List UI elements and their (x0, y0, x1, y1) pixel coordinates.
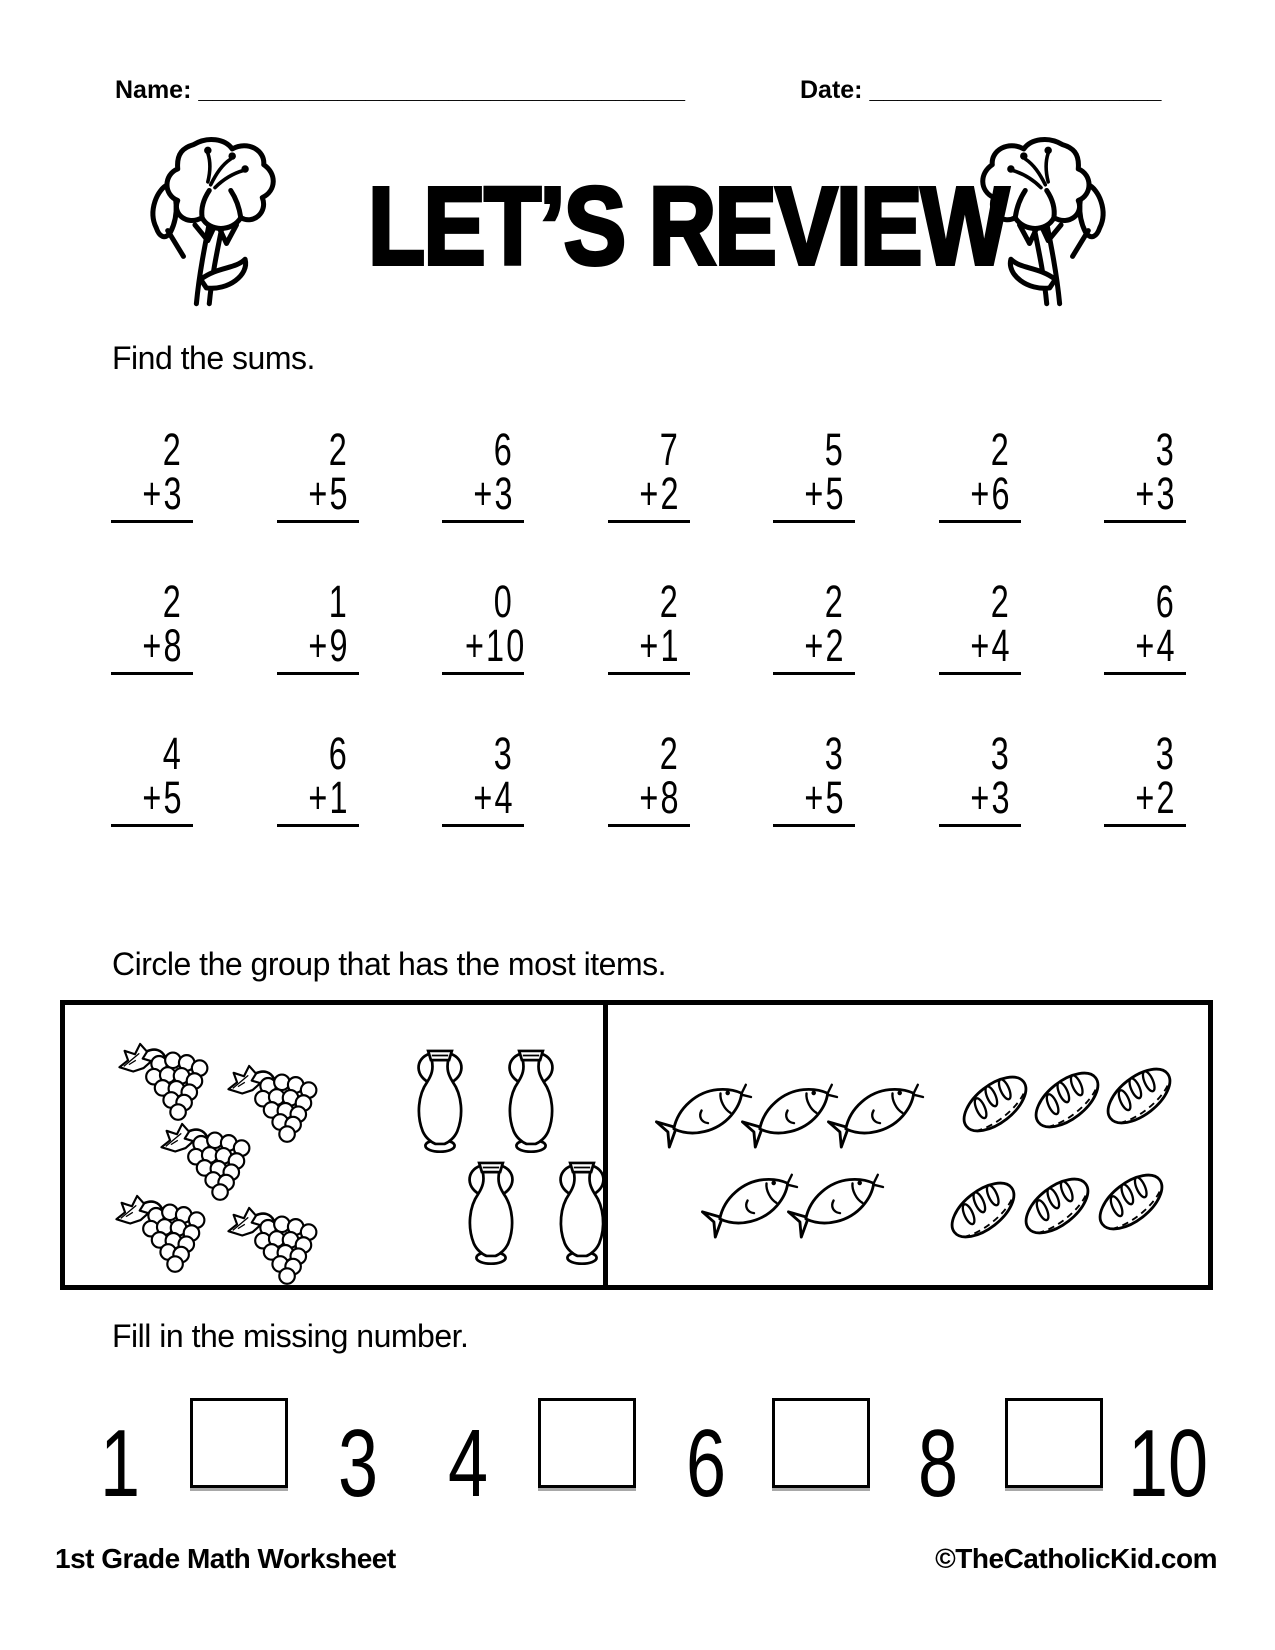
sum-answer-line[interactable] (442, 824, 524, 827)
sum-answer-line[interactable] (939, 520, 1021, 523)
sum-answer-line[interactable] (277, 824, 359, 827)
sums-instruction: Find the sums. (112, 340, 315, 376)
bottom-addend: +9 (307, 620, 350, 671)
bottom-addend: +1 (307, 772, 350, 823)
bottom-addend: +5 (804, 468, 846, 519)
top-addend: 7 (659, 424, 678, 475)
top-addend: 3 (1155, 728, 1174, 779)
grape-bunch-icon (116, 1039, 216, 1123)
top-addend: 5 (824, 424, 843, 475)
number-sequence (0, 1398, 1275, 1518)
fish-icon (824, 1063, 930, 1163)
bottom-addend: +1 (638, 620, 681, 671)
bottom-addend: +4 (1135, 620, 1177, 671)
sequence-number: 8 (918, 1410, 959, 1517)
sums-row (111, 576, 1186, 675)
sum-problem (442, 576, 527, 675)
sum-answer-line[interactable] (1104, 824, 1186, 827)
sequence-number: 6 (686, 1410, 727, 1517)
bottom-addend: +3 (142, 468, 184, 519)
top-addend: 2 (328, 424, 347, 475)
sum-problem (111, 576, 193, 675)
name-field (115, 76, 685, 105)
sequence-number: 3 (338, 1410, 379, 1517)
sequence-number: 10 (1128, 1410, 1209, 1517)
sequence-number: 1 (100, 1410, 141, 1517)
top-addend: 6 (328, 728, 347, 779)
item-group-right[interactable] (608, 1005, 1208, 1285)
sum-problem (1104, 728, 1186, 827)
sum-answer-line[interactable] (111, 520, 193, 523)
sum-answer-line[interactable] (939, 824, 1021, 827)
sum-answer-line[interactable] (1104, 672, 1186, 675)
missing-number-instruction: Fill in the missing number. (112, 1318, 469, 1354)
sum-problem (111, 728, 193, 827)
sum-answer-line[interactable] (442, 672, 524, 675)
bottom-addend: +2 (1135, 772, 1177, 823)
page-title: LET’S REVIEW (368, 165, 1008, 288)
sum-problem (939, 728, 1021, 827)
top-addend: 3 (493, 728, 512, 779)
bread-loaf-icon (1018, 1159, 1096, 1253)
top-addend: 2 (659, 728, 678, 779)
sums-row (111, 728, 1186, 827)
sum-answer-line[interactable] (111, 672, 193, 675)
top-addend: 6 (1155, 576, 1174, 627)
sum-answer-line[interactable] (608, 672, 690, 675)
missing-number-box[interactable] (1005, 1398, 1103, 1488)
bread-loaf-icon (944, 1163, 1022, 1257)
item-group-left[interactable] (65, 1005, 608, 1285)
item-groups-container (60, 1000, 1213, 1290)
sum-answer-line[interactable] (1104, 520, 1186, 523)
sum-problem (939, 424, 1021, 523)
sum-problem (277, 576, 359, 675)
footer-credit: ©TheCatholicKid.com (935, 1543, 1217, 1574)
top-addend: 3 (824, 728, 843, 779)
sum-answer-line[interactable] (608, 824, 690, 827)
top-addend: 2 (162, 424, 181, 475)
sum-problem (773, 424, 855, 523)
lily-flower-icon (126, 136, 304, 308)
sum-answer-line[interactable] (773, 824, 855, 827)
sum-answer-line[interactable] (277, 672, 359, 675)
bottom-addend: +6 (969, 468, 1012, 519)
sum-answer-line[interactable] (277, 520, 359, 523)
bottom-addend: +4 (969, 620, 1012, 671)
sum-answer-line[interactable] (773, 520, 855, 523)
vase-icon (500, 1043, 562, 1161)
top-addend: 1 (328, 576, 347, 627)
bread-loaf-icon (1100, 1049, 1178, 1143)
sum-problem (442, 728, 524, 827)
missing-number-box[interactable] (538, 1398, 636, 1488)
bottom-addend: +5 (307, 468, 350, 519)
sum-answer-line[interactable] (939, 672, 1021, 675)
top-addend: 2 (990, 576, 1009, 627)
sum-problem (111, 424, 193, 523)
top-addend: 0 (493, 576, 512, 627)
date-field (800, 76, 1161, 105)
sum-problem (1104, 576, 1186, 675)
bottom-addend: +3 (1135, 468, 1177, 519)
sum-answer-line[interactable] (608, 520, 690, 523)
top-addend: 4 (162, 728, 181, 779)
sum-answer-line[interactable] (773, 672, 855, 675)
missing-number-box[interactable] (190, 1398, 288, 1488)
sum-problem (277, 728, 359, 827)
sum-problem (773, 576, 855, 675)
sums-row (111, 424, 1186, 523)
top-addend: 2 (824, 576, 843, 627)
sequence-number: 4 (448, 1410, 489, 1517)
sums-grid (111, 424, 1186, 884)
fish-icon (784, 1153, 890, 1253)
date-line[interactable]: _____________________ (869, 76, 1162, 104)
sum-problem (277, 424, 359, 523)
name-line[interactable]: ___________________________________ (198, 76, 686, 104)
grape-bunch-icon (113, 1191, 213, 1275)
circle-instruction: Circle the group that has the most items. (112, 946, 666, 982)
top-addend: 3 (1155, 424, 1174, 475)
name-label: Name: (115, 76, 192, 104)
vase-icon (409, 1043, 471, 1161)
sum-problem (1104, 424, 1186, 523)
bread-loaf-icon (1028, 1053, 1106, 1147)
sum-answer-line[interactable] (111, 824, 193, 827)
bottom-addend: +4 (473, 772, 515, 823)
bottom-addend: +3 (473, 468, 515, 519)
sum-problem (608, 728, 690, 827)
bottom-addend: +8 (142, 620, 184, 671)
top-addend: 2 (659, 576, 678, 627)
sum-answer-line[interactable] (442, 520, 524, 523)
date-label: Date: (800, 76, 863, 104)
sum-problem (608, 424, 690, 523)
bottom-addend: +2 (638, 468, 681, 519)
bread-loaf-icon (956, 1057, 1034, 1151)
bottom-addend: +2 (804, 620, 846, 671)
sum-problem (939, 576, 1021, 675)
bottom-addend: +10 (464, 620, 527, 671)
sum-problem (773, 728, 855, 827)
bottom-addend: +8 (638, 772, 681, 823)
sum-problem (442, 424, 524, 523)
top-addend: 2 (990, 424, 1009, 475)
top-addend: 2 (162, 576, 181, 627)
vase-icon (551, 1155, 613, 1273)
bottom-addend: +5 (804, 772, 846, 823)
top-addend: 3 (990, 728, 1009, 779)
footer-worksheet-label: 1st Grade Math Worksheet (55, 1543, 396, 1574)
vase-icon (460, 1155, 522, 1273)
top-addend: 6 (493, 424, 512, 475)
bread-loaf-icon (1092, 1155, 1170, 1249)
bottom-addend: +3 (969, 772, 1012, 823)
missing-number-box[interactable] (772, 1398, 870, 1488)
bottom-addend: +5 (142, 772, 184, 823)
sum-problem (608, 576, 690, 675)
grape-bunch-icon (225, 1203, 325, 1287)
